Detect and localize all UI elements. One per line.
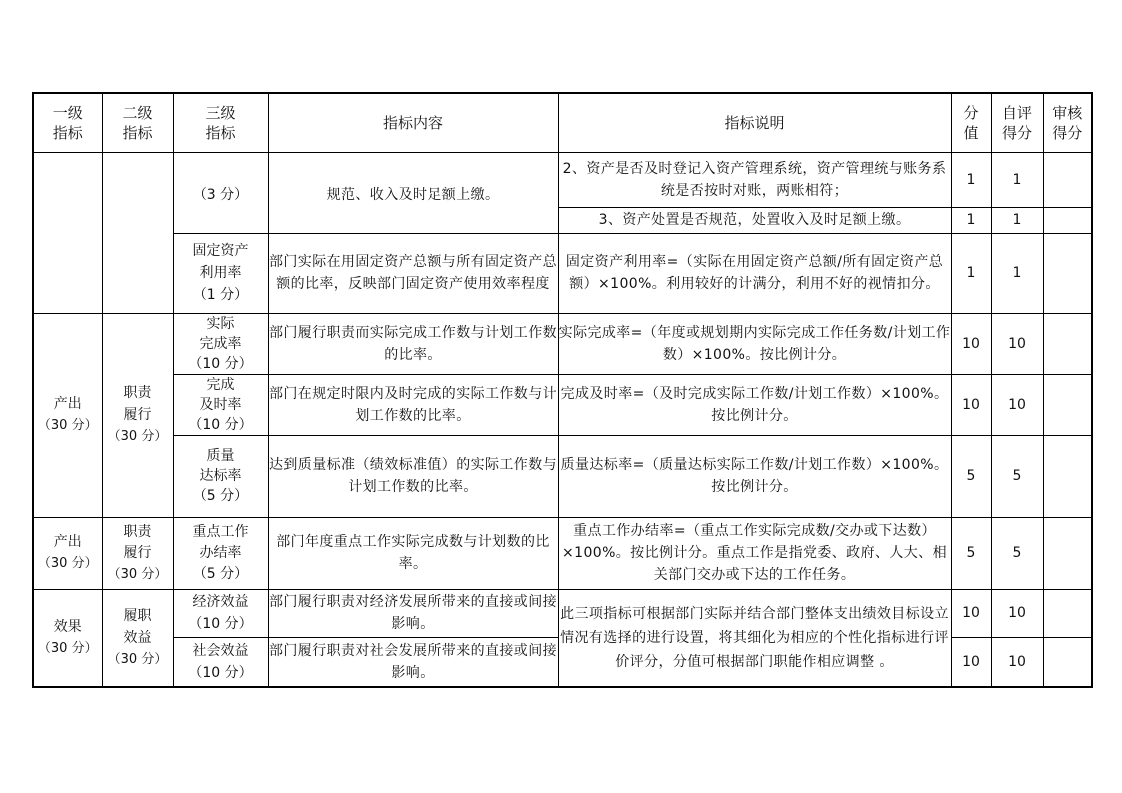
level3-cell: （3 分） [173, 152, 268, 233]
content-cell: 部门履行职责对社会发展所带来的直接或间接影响。 [268, 637, 558, 687]
table-row [33, 435, 1092, 517]
self-score-cell: 10 [991, 637, 1043, 687]
level1-cell: 产出 （30 分） [33, 517, 102, 589]
level3-cell: 实际 完成率 （10 分） [173, 313, 268, 374]
table-row [33, 374, 1092, 435]
level1-cell-empty [33, 152, 102, 313]
content-cell: 部门履行职责对经济发展所带来的直接或间接影响。 [268, 589, 558, 637]
header-level2: 二级 指标 [102, 93, 173, 152]
explanation-cell: 完成及时率=（及时完成实际工作数/计划工作数）×100%。按比例计分。 [558, 374, 951, 435]
level3-cell: 固定资产 利用率 （1 分） [173, 233, 268, 313]
level2-cell: 履职 效益 （30 分） [102, 589, 173, 687]
level2-cell-empty [102, 152, 173, 313]
score-cell: 5 [951, 517, 991, 589]
explanation-cell: 重点工作办结率=（重点工作实际完成数/交办或下达数）×100%。按比例计分。重点工作是指党委、政府、人大、相关部门交办或下达的工作任务。 [558, 517, 951, 589]
level3-cell: 经济效益 （10 分） [173, 589, 268, 637]
content-cell: 规范、收入及时足额上缴。 [268, 152, 558, 233]
audit-score-cell [1043, 233, 1092, 313]
audit-score-cell [1043, 152, 1092, 207]
table-row [33, 152, 1092, 207]
explanation-cell: 3、资产处置是否规范，处置收入及时足额上缴。 [558, 207, 951, 233]
level3-cell: 质量 达标率 （5 分） [173, 435, 268, 517]
table-row [33, 517, 1092, 589]
header-level1: 一级 指标 [33, 93, 102, 152]
header-level3: 三级 指标 [173, 93, 268, 152]
self-score-cell: 1 [991, 207, 1043, 233]
score-cell: 1 [951, 207, 991, 233]
score-cell: 10 [951, 589, 991, 637]
score-cell: 1 [951, 152, 991, 207]
header-explanation: 指标说明 [558, 93, 951, 152]
self-score-cell: 1 [991, 233, 1043, 313]
score-cell: 10 [951, 313, 991, 374]
score-cell: 10 [951, 374, 991, 435]
explanation-cell: 质量达标率=（质量达标实际工作数/计划工作数）×100%。按比例计分。 [558, 435, 951, 517]
level1-cell: 效果 （30 分） [33, 589, 102, 687]
table-row [33, 233, 1092, 313]
score-cell: 5 [951, 435, 991, 517]
audit-score-cell [1043, 207, 1092, 233]
level2-cell: 职责 履行 （30 分） [102, 313, 173, 517]
level3-cell: 社会效益 （10 分） [173, 637, 268, 687]
content-cell: 部门实际在用固定资产总额与所有固定资产总额的比率，反映部门固定资产使用效率程度 [268, 233, 558, 313]
level3-cell: 重点工作 办结率 （5 分） [173, 517, 268, 589]
score-cell: 10 [951, 637, 991, 687]
self-score-cell: 10 [991, 589, 1043, 637]
audit-score-cell [1043, 589, 1092, 637]
content-cell: 部门年度重点工作实际完成数与计划数的比率。 [268, 517, 558, 589]
header-row [33, 93, 1092, 152]
audit-score-cell [1043, 313, 1092, 374]
audit-score-cell [1043, 517, 1092, 589]
explanation-cell: 固定资产利用率=（实际在用固定资产总额/所有固定资产总额）×100%。利用较好的计满分，利用不好的视情扣分。 [558, 233, 951, 313]
content-cell: 部门履行职责而实际完成工作数与计划工作数的比率。 [268, 313, 558, 374]
explanation-cell: 2、资产是否及时登记入资产管理系统，资产管理统与账务系统是否按时对账，两账相符； [558, 152, 951, 207]
audit-score-cell [1043, 374, 1092, 435]
explanation-cell: 此三项指标可根据部门实际并结合部门整体支出绩效目标设立情况有选择的进行设置，将其细化为相应的个性化指标进行评价评分，分值可根据部门职能作相应调整 。 [558, 589, 951, 687]
self-score-cell: 1 [991, 152, 1043, 207]
content-cell: 部门在规定时限内及时完成的实际工作数与计划工作数的比率。 [268, 374, 558, 435]
explanation-cell: 实际完成率=（年度或规划期内实际完成工作任务数/计划工作数）×100%。按比例计分。 [558, 313, 951, 374]
content-cell: 达到质量标准（绩效标准值）的实际工作数与计划工作数的比率。 [268, 435, 558, 517]
score-cell: 1 [951, 233, 991, 313]
level3-cell: 完成 及时率 （10 分） [173, 374, 268, 435]
self-score-cell: 10 [991, 313, 1043, 374]
header-audit-score: 审核 得分 [1043, 93, 1092, 152]
self-score-cell: 10 [991, 374, 1043, 435]
header-score: 分 值 [951, 93, 991, 152]
header-self-score: 自评 得分 [991, 93, 1043, 152]
self-score-cell: 5 [991, 435, 1043, 517]
self-score-cell: 5 [991, 517, 1043, 589]
level1-cell: 产出 （30 分） [33, 313, 102, 517]
audit-score-cell [1043, 637, 1092, 687]
level2-cell: 职责 履行 （30 分） [102, 517, 173, 589]
audit-score-cell [1043, 435, 1092, 517]
evaluation-table [32, 92, 1093, 688]
table-row [33, 589, 1092, 637]
header-content: 指标内容 [268, 93, 558, 152]
table-row [33, 313, 1092, 374]
